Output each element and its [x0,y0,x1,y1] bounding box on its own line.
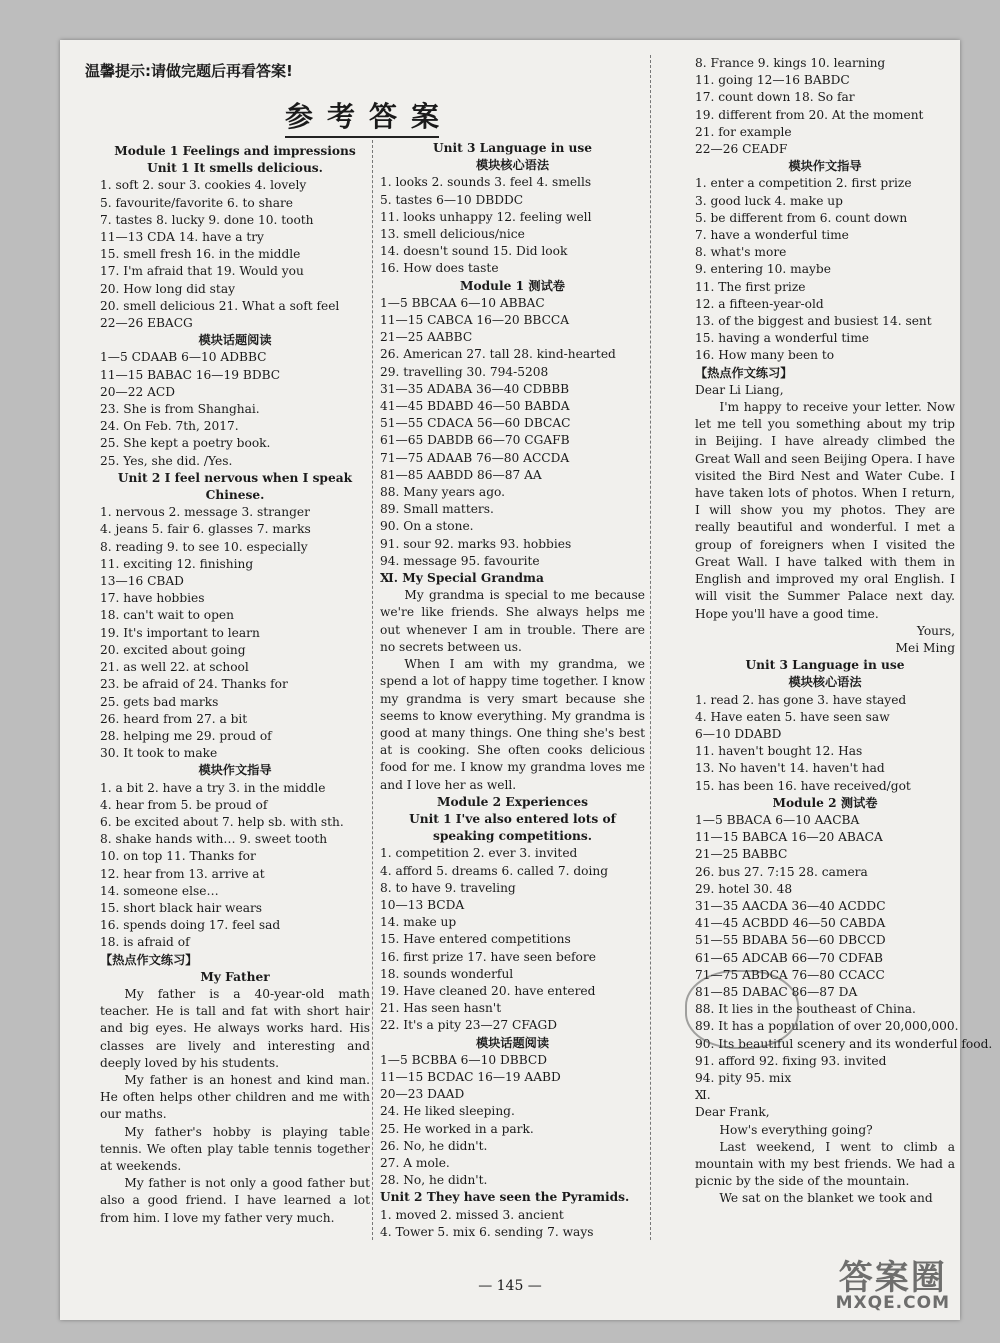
answer-line: 1. competition 2. ever 3. invited [380,846,578,861]
answer-line: 25. She kept a poetry book. [100,436,271,451]
answer-line: 4. jeans 5. fair 6. glasses 7. marks [100,522,311,537]
answer-line: 19. different from 20. At the moment [695,107,924,122]
answer-line: 20—22 ACD [100,384,175,399]
answer-line: 89. It has a population of over 20,000,000. [695,1019,959,1034]
answer-line: 18. sounds wonderful [380,966,514,981]
answer-line: 10—13 BCDA [380,897,465,912]
answer-line: 94. message 95. favourite [380,553,540,568]
answer-column-1 [100,143,370,1227]
answer-line: 51—55 CDACA 56—60 DBCAC [380,416,571,431]
answer-line: 7. have a wonderful time [695,228,849,243]
page-title: 参考答案 [285,95,453,135]
answer-line: 4. afford 5. dreams 6. called 7. doing [380,863,609,878]
answer-line: 31—35 AACDA 36—40 ACDDC [695,898,886,913]
answer-line: 25. He worked in a park. [380,1121,534,1136]
answer-line: 17. count down 18. So far [695,90,855,105]
answer-line: 【热点作文练习】 [100,952,198,967]
section-heading: Module 1 Feelings and impressions [114,144,356,158]
answer-line: 29. hotel 30. 48 [695,881,793,896]
section-heading: Module 2 测试卷 [772,795,878,810]
answer-line: 15. having a wonderful time [695,331,869,346]
answer-line: 7. tastes 8. lucky 9. done 10. tooth [100,212,314,227]
essay-paragraph: My father is a 40-year-old math teacher. He is tall and fat with short hair and big eyes. He always works hard. His classes are lively and interesting and deeply loved by his students. [100,986,370,1070]
answer-line: 11—15 BABAC 16—19 BDBC [100,367,281,382]
answer-line: 19. It's important to learn [100,625,260,640]
answer-line: 1. a bit 2. have a try 3. in the middle [100,780,326,795]
answer-line: 12. a fifteen-year-old [695,296,824,311]
answer-line: 5. be different from 6. count down [695,210,908,225]
answer-line: 26. bus 27. 7:15 28. camera [695,864,868,879]
answer-line: 24. On Feb. 7th, 2017. [100,419,239,434]
smudged-stamp [685,970,799,1049]
answer-line: 16. first prize 17. have seen before [380,949,596,964]
answer-line: 1. nervous 2. message 3. stranger [100,505,310,520]
answer-line: 90. Its beautiful scenery and its wonderful food. [695,1036,993,1051]
answer-line: 9. entering 10. maybe [695,262,831,277]
answer-line: 90. On a stone. [380,519,474,534]
answer-line: 41—45 BDABD 46—50 BABDA [380,399,570,414]
column-divider [650,55,651,1240]
section-heading: Unit 1 I've also entered lots of speaking competitions. [409,811,616,844]
answer-line: 21. for example [695,124,792,139]
answer-line: 61—65 ADCAB 66—70 CDFAB [695,950,883,965]
answer-line: 1. soft 2. sour 3. cookies 4. lovely [100,178,307,193]
answer-line: 24. He liked sleeping. [380,1104,515,1119]
answer-line: 18. can't wait to open [100,608,234,623]
answer-line: 8. shake hands with… 9. sweet tooth [100,832,328,847]
answer-line: 14. make up [380,915,457,930]
answer-line: 10. on top 11. Thanks for [100,849,256,864]
section-heading: Module 1 测试卷 [460,278,565,293]
essay-paragraph: Last weekend, I went to climb a mountain with my best friends. We had a picnic by the side of the mountain. [695,1139,955,1189]
column-divider [372,140,373,1240]
essay-paragraph: My grandma is special to me because we're like friends. She always helps me out whenever I am in trouble. There are no secrets between us. [380,588,645,654]
answer-line: 4. hear from 5. be proud of [100,797,268,812]
answer-line: 8. reading 9. to see 10. especially [100,539,308,554]
section-heading: Module 2 Experiences [437,794,588,809]
answer-line: 25. gets bad marks [100,694,219,709]
answer-line: 31—35 ADABA 36—40 CDBBB [380,381,570,396]
watermark-title: 答案圈 [838,1258,947,1298]
answer-line: 13—16 CBAD [100,574,184,589]
answer-line: 28. No, he didn't. [380,1173,488,1188]
answer-line: 11. going 12—16 BABDC [695,73,850,88]
answer-line: 81—85 AABDD 86—87 AA [380,467,542,482]
answer-line: 11. haven't bought 12. Has [695,744,863,759]
answer-line: 23. She is from Shanghai. [100,402,260,417]
section-heading: 模块话题阅读 [475,1035,550,1050]
essay-paragraph: We sat on the blanket we took and [719,1191,933,1206]
answer-line: 91. sour 92. marks 93. hobbies [380,536,572,551]
answer-line: 71—75 ADAAB 76—80 ACCDA [380,450,570,465]
answer-line: 6. be excited about 7. help sb. with sth. [100,814,344,829]
answer-line: 11. looks unhappy 12. feeling well [380,209,592,224]
answer-line: 21—25 AABBC [380,330,473,345]
answer-line: 11—13 CDA 14. have a try [100,230,264,245]
section-heading: 模块作文指导 [198,763,272,778]
answer-line: 14. doesn't sound 15. Did look [380,244,568,259]
answer-line: 29. travelling 30. 794-5208 [380,364,549,379]
answer-line: 1—5 BCBBA 6—10 DBBCD [380,1052,547,1067]
essay-paragraph: My father is not only a good father but also a good friend. I have learned a lot from him. I love my father very much. [100,1176,370,1225]
answer-line: 13. smell delicious/nice [380,227,525,242]
answer-line: Yours, [916,623,955,638]
answer-line: 27. A mole. [380,1155,450,1170]
answer-line: 30. It took to make [100,746,218,761]
section-heading: 模块话题阅读 [198,333,272,348]
section-heading: My Father [200,969,270,984]
answer-line: 26. heard from 27. a bit [100,711,248,726]
answer-line: 5. favourite/favorite 6. to share [100,195,294,210]
answer-line: 21. as well 22. at school [100,660,249,675]
answer-line: 91. afford 92. fixing 93. invited [695,1053,887,1068]
answer-line: 51—55 BDABA 56—60 DBCCD [695,933,886,948]
answer-line: 28. helping me 29. proud of [100,728,272,743]
site-watermark [835,1258,950,1313]
answer-line: 1—5 BBACA 6—10 AACBA [695,812,860,827]
section-heading: 模块核心语法 [788,675,862,690]
answer-line: 81—85 DABAC 86—87 DA [695,984,858,999]
answer-line: 8. what's more [695,245,787,260]
answer-line: 1. moved 2. missed 3. ancient [380,1207,564,1222]
answer-line: 22. It's a pity 23—27 CFAGD [380,1018,558,1033]
answer-line: 13. of the biggest and busiest 14. sent [695,314,932,329]
answer-line: 1—5 CDAAB 6—10 ADBBC [100,350,267,365]
answer-line: 22—26 EBACG [100,316,193,331]
answer-line: 61—65 DABDB 66—70 CGAFB [380,433,570,448]
answer-line: 12. hear from 13. arrive at [100,866,265,881]
essay-paragraph: I'm happy to receive your letter. Now let me tell you something about my trip in Beijing. I have already climbed the Great Wall and seen Beijing Opera. I have visited the Bird Nest and Water Cube. I have taken lots of photos. When I return, I will show you my photos. They are really beautiful and wonderful. I met a group of foreigners when I visited the Great Wall. I have talked with them in English and improved my oral English. I will visit the Summer Palace next day. Hope you'll have a good time. [695,400,955,621]
answer-line: 20. smell delicious 21. What a soft feel [100,298,340,313]
answer-column-2 [380,140,645,1241]
answer-line: 15. Have entered competitions [380,932,571,947]
answer-line: 11—15 BCDAC 16—19 AABD [380,1069,561,1084]
answer-line: 3. good luck 4. make up [695,193,843,208]
answer-line: 26. No, he didn't. [380,1138,488,1153]
answer-line: 20. How long did stay [100,281,235,296]
answer-line: 71—75 ABDCA 76—80 CCACC [695,967,885,982]
answer-line: 21—25 BABBC [695,847,788,862]
section-heading: Unit 3 Language in use [745,658,905,673]
section-heading: 模块核心语法 [475,158,550,173]
answer-line: 15. smell fresh 16. in the middle [100,247,301,262]
answer-line: 20. excited about going [100,642,246,657]
answer-line: 17. I'm afraid that 19. Would you [100,264,304,279]
answer-line: 15. short black hair wears [100,900,263,915]
answer-line: 22—26 CEADF [695,142,788,157]
answer-line: 89. Small matters. [380,502,494,517]
answer-line: 16. spends doing 17. feel sad [100,918,281,933]
answer-line: 1. looks 2. sounds 3. feel 4. smells [380,175,592,190]
answer-line: 41—45 ACBDD 46—50 CABDA [695,916,886,931]
section-heading: Unit 3 Language in use [432,141,593,155]
essay-paragraph: My father's hobby is playing table tennis. We often play table tennis together at weekends. [100,1124,370,1173]
answer-line: 88. It lies in the southeast of China. [695,1002,916,1017]
answer-line: 1. read 2. has gone 3. have stayed [695,692,907,707]
answer-line: 11—15 CABCA 16—20 BBCCA [380,313,570,328]
answer-line: 13. No haven't 14. haven't had [695,761,885,776]
answer-line: 18. is afraid of [100,935,190,950]
answer-line: 15. has been 16. have received/got [695,778,911,793]
page-number: — 145 — [478,1278,542,1294]
answer-line: Ⅺ. [695,1088,711,1103]
essay-paragraph: When I am with my grandma, we spend a lot of happy time together. I know my grandma is very smart because she seems to know everything. My grandma is good at many things. One thing she's best at is cooking. She often cooks delicious food for me. I know my grandma loves me and I love her as well. [380,657,645,792]
answer-line: 6—10 DDABD [695,726,782,741]
section-heading: 模块作文指导 [788,159,862,174]
answer-line: 20—23 DAAD [380,1087,465,1102]
section-heading: Unit 1 It smells delicious. [147,161,323,176]
answer-line: 26. American 27. tall 28. kind-hearted [380,347,616,362]
answer-line: Ⅺ. My Special Grandma [380,571,544,586]
answer-line: Mei Ming [895,640,955,655]
answer-line: 8. to have 9. traveling [380,880,516,895]
answer-line: 16. How does taste [380,261,499,276]
answer-line: 1. enter a competition 2. first prize [695,176,912,191]
essay-paragraph: How's everything going? [719,1122,873,1137]
answer-line: Dear Frank, [695,1105,770,1120]
answer-line: 4. Tower 5. mix 6. sending 7. ways [380,1224,594,1239]
section-heading: Unit 2 I feel nervous when I speak Chinese. [117,470,353,503]
answer-line: 5. tastes 6—10 DBDDC [380,192,524,207]
watermark-url: MXQE.COM [835,1293,950,1313]
answer-line: 16. How many been to [695,348,835,363]
answer-line: 23. be afraid of 24. Thanks for [100,677,288,692]
answer-line: 21. Has seen hasn't [380,1001,502,1016]
answer-line: 94. pity 95. mix [695,1070,792,1085]
answer-line: 11. The first prize [695,279,806,294]
answer-line: 1—5 BBCAA 6—10 ABBAC [380,295,545,310]
answer-line: 25. Yes, she did. /Yes. [100,453,233,468]
answer-page [60,40,993,1320]
answer-line: 19. Have cleaned 20. have entered [380,983,596,998]
reminder-banner: 温馨提示:请做完题后再看答案! [85,62,293,80]
answer-line: 88. Many years ago. [380,485,505,500]
answer-line: 11. exciting 12. finishing [100,556,254,571]
answer-line: 11—15 BABCA 16—20 ABACA [695,830,883,845]
answer-line: 14. someone else… [100,883,219,898]
answer-line: 17. have hobbies [100,591,205,606]
answer-line: 【热点作文练习】 [695,365,793,380]
answer-line: Dear Li Liang, [695,382,784,397]
answer-line: 8. France 9. kings 10. learning [695,56,886,70]
essay-paragraph: My father is an honest and kind man. He often helps other children and me with our maths. [100,1072,370,1122]
answer-line: Unit 2 They have seen the Pyramids. [380,1190,630,1205]
answer-line: 4. Have eaten 5. have seen saw [695,709,890,724]
